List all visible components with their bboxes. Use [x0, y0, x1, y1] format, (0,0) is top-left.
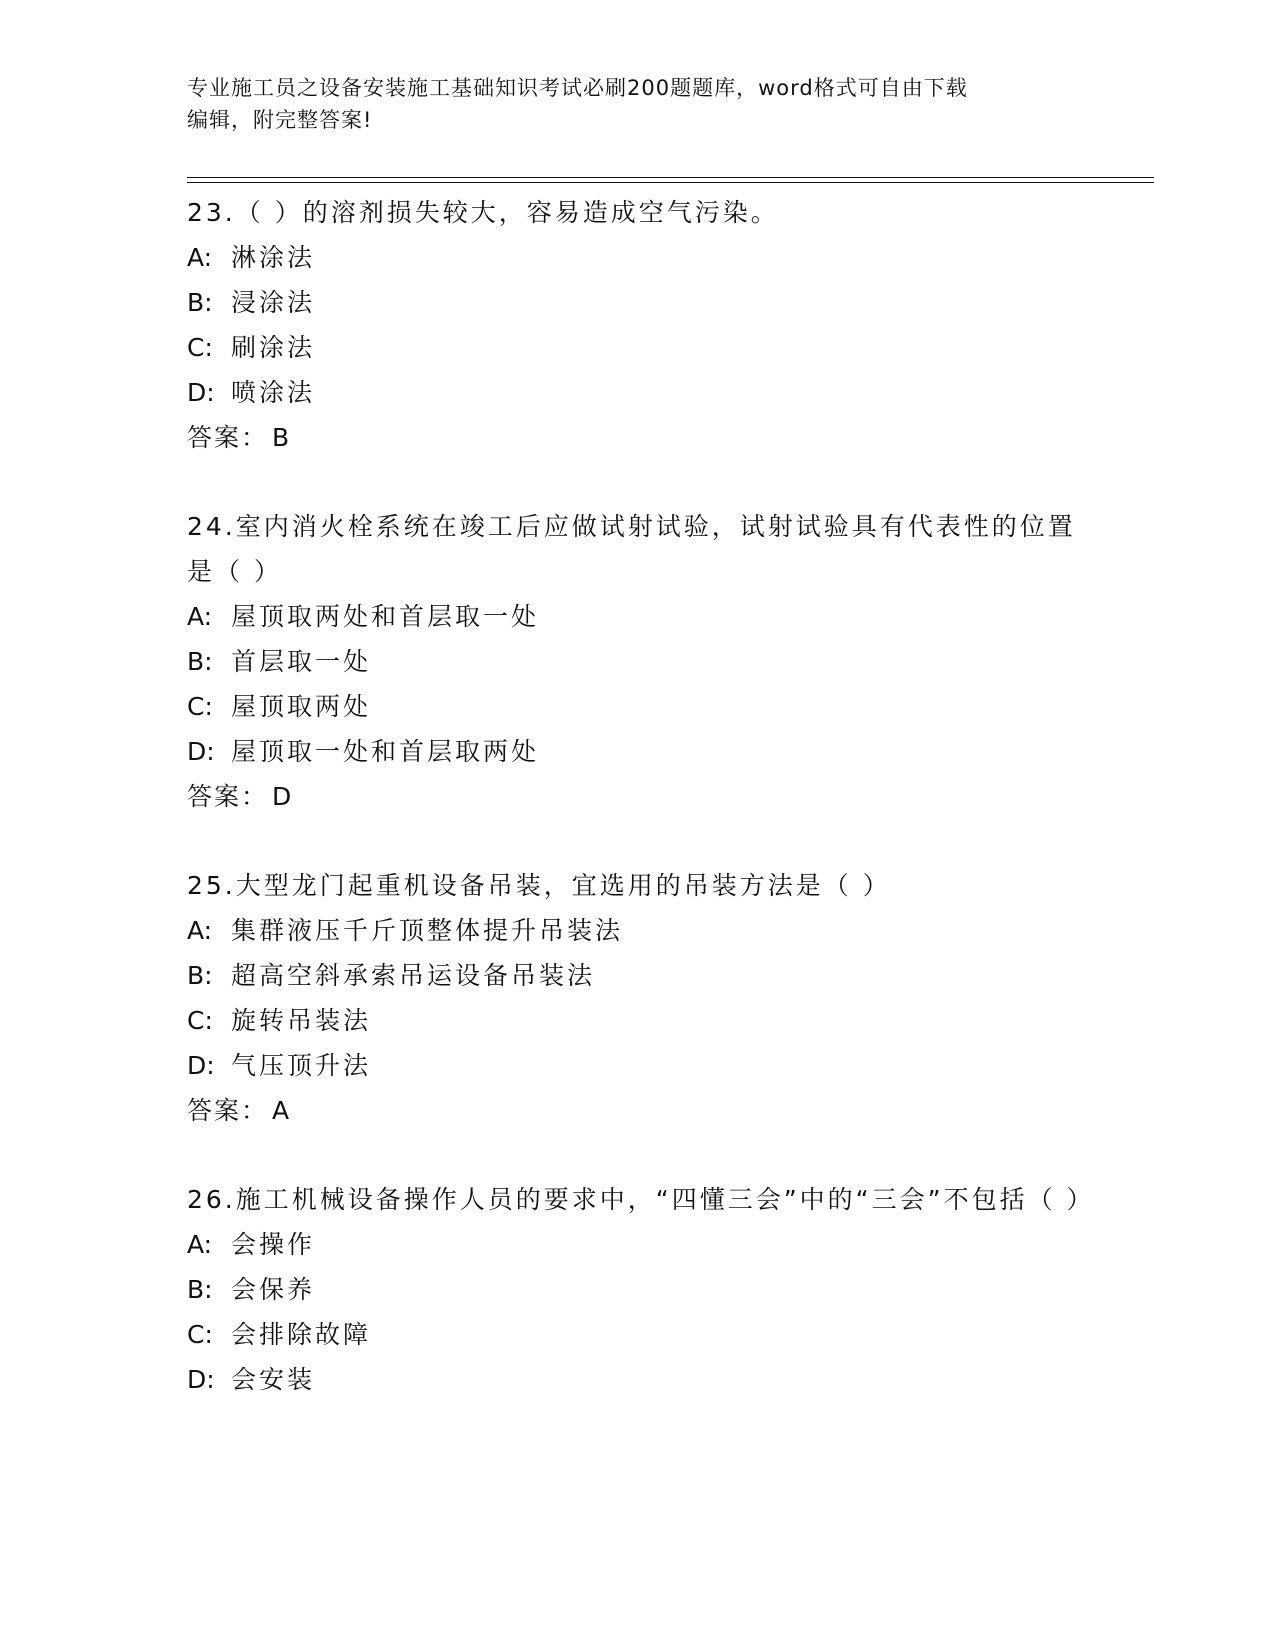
option-text: 屋顶取两处	[231, 692, 372, 721]
option-d	[187, 1043, 1087, 1088]
header-line-2: 编辑，附完整答案!	[187, 108, 373, 132]
option-b	[187, 639, 1087, 684]
option-a	[187, 594, 1087, 639]
option-key: B:	[187, 961, 213, 990]
question-24	[187, 504, 1087, 819]
option-text: 屋顶取两处和首层取一处	[231, 602, 540, 631]
option-key: C:	[187, 333, 213, 362]
option-b	[187, 280, 1087, 325]
option-a	[187, 908, 1087, 953]
option-text: 会排除故障	[231, 1320, 372, 1349]
option-b	[187, 953, 1087, 998]
header-line-1: 专业施工员之设备安装施工基础知识考试必刷200题题库，word格式可自由下载	[187, 76, 968, 100]
option-text: 会安装	[231, 1365, 316, 1394]
answer-label: 答案	[187, 1096, 242, 1125]
answer-value: A	[272, 1096, 290, 1125]
option-key: A:	[187, 602, 213, 631]
option-key: C:	[187, 1320, 213, 1349]
question-stem: 25.大型龙门起重机设备吊装，宜选用的吊装方法是（ ）	[187, 871, 891, 900]
option-key: A:	[187, 243, 213, 272]
answer-line	[187, 415, 1087, 460]
option-c	[187, 998, 1087, 1043]
option-a	[187, 1222, 1087, 1267]
question-stem: 24.室内消火栓系统在竣工后应做试射试验，试射试验具有代表性的位置是（ ）	[187, 512, 1076, 586]
option-key: D:	[187, 1051, 215, 1080]
option-key: D:	[187, 1365, 215, 1394]
option-text: 集群液压千斤顶整体提升吊装法	[231, 916, 624, 945]
option-key: D:	[187, 737, 215, 766]
option-d	[187, 729, 1087, 774]
option-key: B:	[187, 1275, 213, 1304]
question-26	[187, 1177, 1095, 1402]
question-stem: 26.施工机械设备操作人员的要求中，“四懂三会”中的“三会”不包括（ ）	[187, 1185, 1095, 1214]
answer-value: D	[272, 782, 292, 811]
answer-separator: ：	[241, 782, 267, 811]
option-text: 喷涂法	[231, 378, 316, 407]
answer-label: 答案	[187, 782, 242, 811]
option-text: 浸涂法	[231, 288, 316, 317]
question-23	[187, 190, 1087, 460]
option-d	[187, 1357, 1087, 1402]
option-key: C:	[187, 692, 213, 721]
option-text: 淋涂法	[231, 243, 316, 272]
option-key: C:	[187, 1006, 213, 1035]
option-d	[187, 370, 1087, 415]
option-text: 刷涂法	[231, 333, 316, 362]
answer-separator: ：	[241, 423, 267, 452]
option-a	[187, 235, 1087, 280]
option-text: 气压顶升法	[231, 1051, 372, 1080]
answer-line	[187, 774, 1087, 819]
option-c	[187, 684, 1087, 729]
option-key: A:	[187, 1230, 213, 1259]
header-divider-top	[187, 177, 1154, 178]
option-text: 首层取一处	[231, 647, 372, 676]
option-text: 超高空斜承索吊运设备吊装法	[231, 961, 596, 990]
document-header	[187, 72, 1087, 136]
option-text: 旋转吊装法	[231, 1006, 372, 1035]
answer-line	[187, 1088, 1087, 1133]
option-b	[187, 1267, 1087, 1312]
question-stem: 23.（ ）的溶剂损失较大，容易造成空气污染。	[187, 198, 779, 227]
header-divider-bottom	[187, 182, 1154, 183]
answer-label: 答案	[187, 423, 242, 452]
option-text: 会保养	[231, 1275, 316, 1304]
option-text: 屋顶取一处和首层取两处	[231, 737, 540, 766]
option-text: 会操作	[231, 1230, 316, 1259]
question-25	[187, 863, 1087, 1133]
question-list	[187, 190, 1095, 1402]
answer-value: B	[272, 423, 290, 452]
option-c	[187, 1312, 1087, 1357]
answer-separator: ：	[241, 1096, 267, 1125]
option-c	[187, 325, 1087, 370]
option-key: B:	[187, 647, 213, 676]
option-key: D:	[187, 378, 215, 407]
option-key: B:	[187, 288, 213, 317]
option-key: A:	[187, 916, 213, 945]
